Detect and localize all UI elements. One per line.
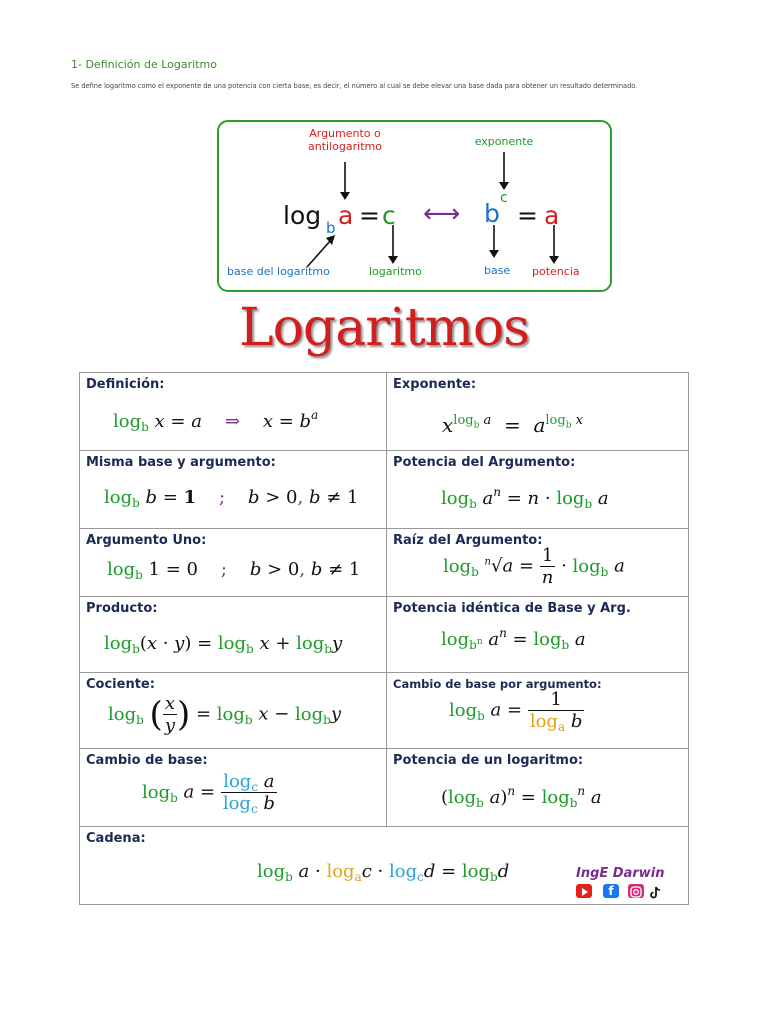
- cell-title: Raíz del Argumento:: [393, 533, 543, 548]
- page-title: Logaritmos: [239, 298, 529, 358]
- cell-title: Cambio de base por argumento:: [393, 677, 602, 691]
- cell-title: Misma base y argumento:: [86, 455, 276, 470]
- base-sub: b: [326, 219, 336, 237]
- formula: $\log_b x = a$ ⇒ $x = b^a$: [113, 408, 319, 434]
- cell-cambio-base-argumento: [387, 673, 689, 749]
- equivalence-arrow: ⟷: [423, 199, 461, 229]
- intro-text: Se define logaritmo como el exponente de una potencia con cierta base, es decir, el número al cual se debe elevar una base dada para obtener un resultado determinado.: [71, 82, 638, 90]
- formula: $\log_b a^n = n \cdot \log_b a$: [441, 485, 609, 511]
- base-log-label: base del logaritmo: [227, 265, 330, 278]
- cell-title: Producto:: [86, 601, 158, 616]
- argument-label-line1: Argumento o: [309, 127, 381, 140]
- cell-title: Potencia del Argumento:: [393, 455, 576, 470]
- youtube-icon[interactable]: [576, 884, 592, 898]
- cell-cociente: [80, 673, 387, 749]
- cell-title: Potencia de un logaritmo:: [393, 753, 584, 768]
- formula: $\log_b 1 = 0$ ; b > 0, b ≠ 1: [107, 559, 361, 582]
- cell-potencia-identica: [387, 597, 689, 673]
- equals-1: =: [359, 201, 380, 230]
- exponent-label: exponente: [474, 135, 534, 148]
- formula: $\log_b a \cdot \log_ac \cdot \log_cd = \log_bd$: [257, 861, 510, 884]
- cell-exponente: [387, 373, 689, 451]
- cell-potencia-logaritmo: [387, 749, 689, 827]
- definition-diagram: [217, 120, 612, 292]
- facebook-icon[interactable]: f: [603, 884, 619, 898]
- formula: $x^{log_b a} = a^{log_b x}$: [442, 413, 583, 437]
- cell-raiz-argumento: [387, 529, 689, 597]
- cell-title: Argumento Uno:: [86, 533, 207, 548]
- cell-title: Cadena:: [86, 831, 146, 846]
- base-label: base: [484, 264, 511, 277]
- cell-title: Exponente:: [393, 377, 477, 392]
- instagram-icon[interactable]: [628, 884, 644, 898]
- cell-argumento-uno: [80, 529, 387, 597]
- result-c: c: [382, 201, 396, 230]
- power-a: a: [544, 201, 560, 230]
- section-heading: 1- Definición de Logaritmo: [71, 58, 217, 71]
- power-exp-c: c: [500, 190, 508, 206]
- cell-cambio-base: [80, 749, 387, 827]
- formula: $\log_b ^n√a$ = $\frac{1}{n}$ · $\log_b a$: [443, 545, 625, 588]
- cell-title: Cociente:: [86, 677, 155, 692]
- formula: $\log_b b = 1$ ; b > 0, b ≠ 1: [104, 487, 359, 510]
- cell-title: Cambio de base:: [86, 753, 208, 768]
- cell-misma-base: [80, 451, 387, 529]
- logarithm-label: logaritmo: [369, 265, 422, 278]
- formula: $\log_b a$ = $\frac{\log_c a}{\log_c b}$: [142, 771, 275, 816]
- power-label: potencia: [532, 265, 580, 278]
- equals-2: =: [517, 201, 538, 230]
- cell-potencia-argumento: [387, 451, 689, 529]
- brand-name: IngE Darwin: [576, 866, 665, 881]
- formula: $\log_b(x \cdot y) = \log_b x + \log_by$: [104, 633, 343, 656]
- cell-title: Definición:: [86, 377, 165, 392]
- argument-a: a: [338, 201, 354, 230]
- argument-label-line2: antilogaritmo: [308, 140, 382, 153]
- formula: $\log_{b^n} a^n = \log_b a$: [441, 626, 586, 652]
- tiktok-icon[interactable]: [648, 884, 664, 898]
- formula: ($\log_b$ $a)^n = \log_b^n a$: [441, 784, 602, 810]
- cell-title: Potencia idéntica de Base y Arg.: [393, 601, 631, 616]
- cell-producto: [80, 597, 387, 673]
- formula: $\log_b a$ = $\frac{1}{\log_a b}$: [449, 689, 583, 734]
- properties-table: [79, 372, 689, 905]
- power-base-b: b: [484, 199, 500, 228]
- formula: $\log_b$ ( $\frac{x}{y}$ ) = $\log_b x - \log_by$: [108, 693, 341, 736]
- log-word: log: [283, 201, 322, 230]
- cell-definicion: [80, 373, 387, 451]
